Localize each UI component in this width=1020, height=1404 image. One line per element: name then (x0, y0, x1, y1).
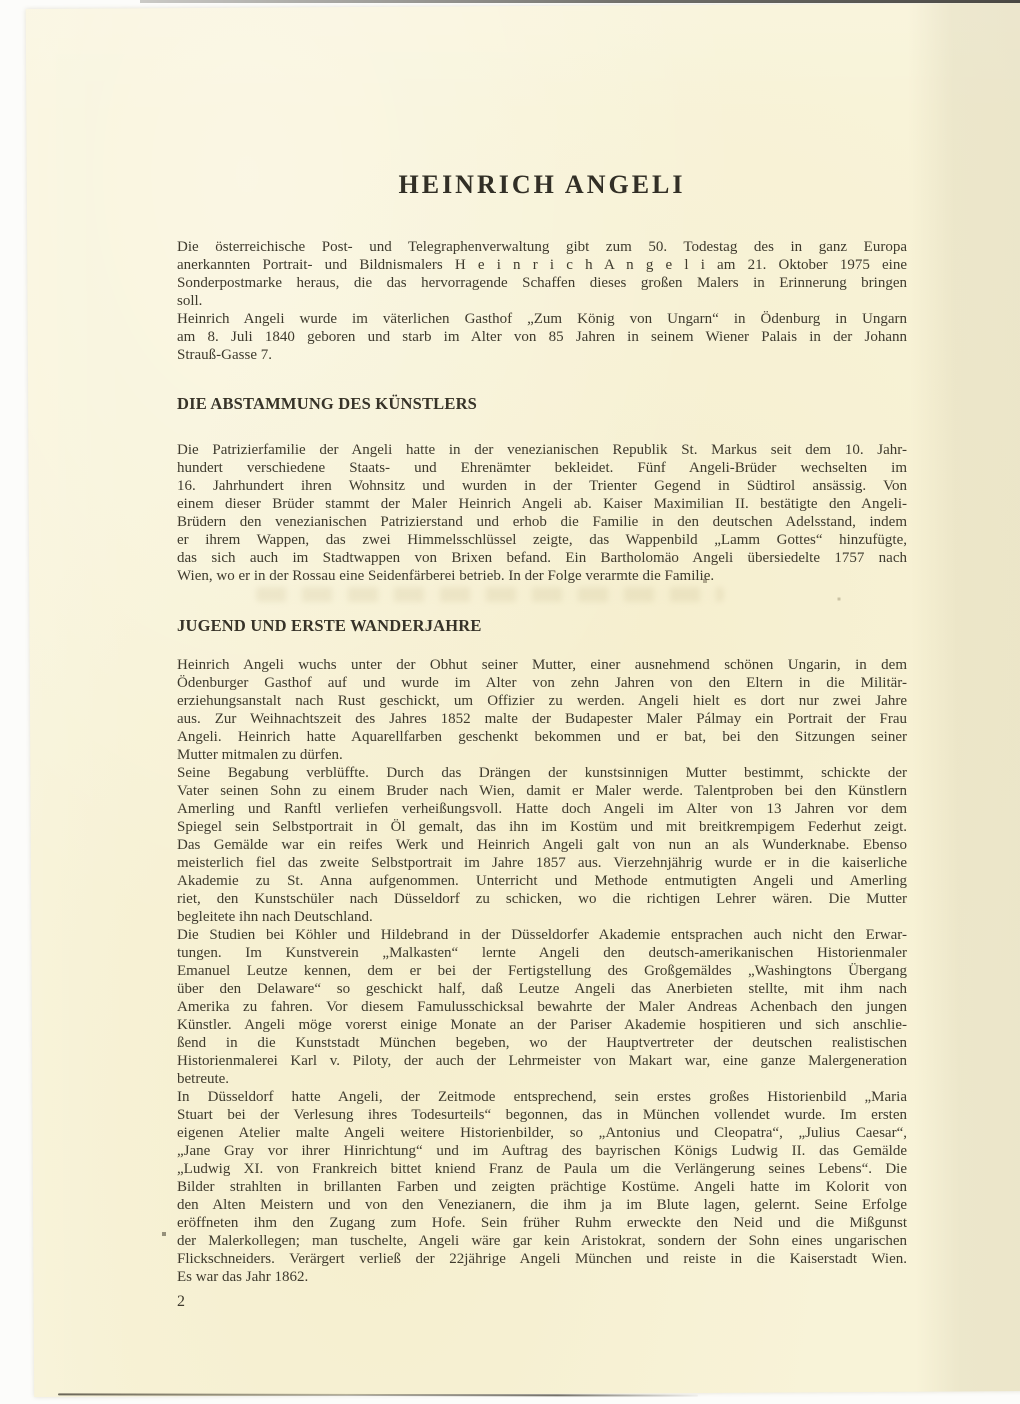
text-line: den Alten Meistern und von den Venezianern, die ihm ja im Blute lagen, gelernt. Seine Erfolge (177, 1197, 907, 1213)
text-line: der Malerkollegen; man tuschelte, Angeli wäre gar kein Aristokrat, sondern der Sohn eines ungarischen (177, 1233, 907, 1249)
printed-text-layer (177, 0, 907, 1404)
text-line: betreute. (177, 1071, 230, 1087)
page-number: 2 (177, 1293, 185, 1310)
text-line: Seine Begabung verblüffte. Durch das Drängen der kunstsinnigen Mutter bestimmt, schickte der (177, 765, 907, 781)
text-line: eigenen Atelier malte Angeli weitere Historienbilder, so „Antonius und Cleopatra“, „Julius Caesar“, (177, 1125, 907, 1141)
text-line: Spiegel sein Selbstportrait in Öl gemalt, das ihn im Kostüm und mit breitkrempigem Federhut zeigt. (177, 819, 907, 835)
text-line: riet, den Kunstschüler nach Düsseldorf zu schicken, wo die richtigen Lehrer wären. Die Mutter (177, 891, 907, 907)
text-line: Angeli. Heinrich hatte Aquarellfarben geschenkt bekommen und er bat, bei den Sitzungen seiner (177, 729, 907, 745)
text-line: Historienmalerei Karl v. Piloty, der auch der Lehrmeister von Makart war, eine ganze Malergeneration (177, 1053, 907, 1069)
text-line: In Düsseldorf hatte Angeli, der Zeitmode entsprechend, sein erstes großes Historienbild „Maria (177, 1089, 907, 1105)
text-line: Vater seinen Sohn zu einem Bruder nach Wien, damit er Maler werde. Talentproben bei den Künstlern (177, 783, 907, 799)
section-heading-jugend: JUGEND UND ERSTE WANDERJAHRE (177, 616, 482, 635)
text-line: einem dieser Brüder stammt der Maler Heinrich Angeli ab. Kaiser Maximilian II. bestätigte den Angeli- (177, 496, 907, 512)
text-line: Wien, wo er in der Rossau eine Seidenfärberei betrieb. In der Folge verarmte die Familie. (177, 568, 715, 584)
text-block-intro (177, 238, 907, 364)
text-line: aus. Zur Weihnachtszeit des Jahres 1852 malte der Budapester Maler Pálmay ein Portrait der Frau (177, 711, 907, 727)
text-line: Die Patrizierfamilie der Angeli hatte in der venezianischen Republik St. Markus seit dem 10. Jahr- (177, 442, 907, 458)
text-block-abstammung (177, 441, 907, 585)
text-line: Heinrich Angeli wurde im väterlichen Gasthof „Zum König von Ungarn“ in Ödenburg in Ungarn (177, 311, 907, 327)
text-line: tungen. Im Kunstverein „Malkasten“ lernte Angeli den deutsch-amerikanischen Historienmaler (177, 945, 907, 961)
text-line: hundert verschiedene Staats- und Ehrenämter bekleidet. Fünf Angeli-Brüder wechselten im (177, 460, 907, 476)
text-line: Das Gemälde war ein reifes Werk und Heinrich Angeli galt von nun an als Wunderknabe. Ebenso (177, 837, 907, 853)
text-line: Die österreichische Post- und Telegraphenverwaltung gibt zum 50. Todestag des in ganz Europa (177, 239, 907, 255)
text-line: Bilder strahlten in brillanten Farben und zeigten prächtige Kostüme. Angeli hatte im Kolorit von (177, 1179, 907, 1195)
text-line: das sich auch im Stadtwappen von Brixen befand. Ein Bartholomäo Angeli übersiedelte 1757 nach (177, 550, 907, 566)
text-line: Flickschneiders. Verärgert verließ der 22jährige Angeli München und reiste in die Kaiserstadt Wien. (177, 1251, 907, 1267)
text-line: „Ludwig XI. von Frankreich bittet kniend Franz de Paula um die Verlängerung seines Lebens“. Die (177, 1161, 907, 1177)
text-line: Amerling und Ranftl verliefen verheißungsvoll. Hatte doch Angeli im Alter von 13 Jahren vor dem (177, 801, 907, 817)
scan-speckles (0, 0, 2, 2)
text-line: meisterlich fiel das zweite Selbstportrait im Jahre 1857 aus. Vierzehnjährig wurde er in die kaiserliche (177, 855, 907, 871)
text-line: am 8. Juli 1840 geboren und starb im Alter von 85 Jahren in seinem Wiener Palais in der Johann (177, 329, 907, 345)
text-line: ßend in die Kunststadt München begeben, wo der Hauptvertreter der deutschen realistischen (177, 1035, 907, 1051)
text-block-jugend (177, 656, 907, 1286)
text-line: Die Studien bei Köhler und Hildebrand in der Düsseldorfer Akademie entsprachen auch nicht den Erwar- (177, 927, 907, 943)
text-line: Es war das Jahr 1862. (177, 1269, 309, 1285)
text-line: eröffneten ihm den Zugang zum Hofe. Sein früher Ruhm erweckte den Neid und die Mißgunst (177, 1215, 907, 1231)
text-line: Künstler. Angeli möge vorerst einige Monate an der Pariser Akademie hospitieren und sich anschlie- (177, 1017, 907, 1033)
text-line: „Jane Gray vor ihrer Hinrichtung“ und im Auftrag des bayrischen Königs Ludwig II. das Gemälde (177, 1143, 907, 1159)
text-line: Akademie zu St. Anna aufgenommen. Unterricht und Methode entmutigten Angeli und Amerling (177, 873, 907, 889)
text-line: 16. Jahrhundert ihren Wohnsitz und wurden in der Trienter Gegend in Südtirol ansässig. Von (177, 478, 907, 494)
text-line: begleitete ihn nach Deutschland. (177, 909, 373, 925)
text-line: Mutter mitmalen zu dürfen. (177, 747, 343, 763)
text-line: Strauß-Gasse 7. (177, 347, 272, 363)
text-line: Sonderpostmarke heraus, die das hervorragende Schaffen dieses großen Malers in Erinnerung bringen (177, 275, 907, 291)
text-line: Emanuel Leutze kennen, dem er bei der Fertigstellung des Großgemäldes „Washingtons Übergang (177, 963, 907, 979)
text-line: er ihrem Wappen, das zwei Himmelsschlüssel zeigte, das Wappenbild „Lamm Gottes“ hinzufügte, (177, 532, 907, 548)
page-title: HEINRICH ANGELI (398, 170, 686, 199)
text-line: Brüdern den venezianischen Patrizierstand und erhob die Familie in den deutschen Adelsstand, indem (177, 514, 907, 530)
text-line: erziehungsanstalt nach Rust geschickt, um Offizier zu werden. Angeli hielt es dort nur zwei Jahre (177, 693, 907, 709)
text-line: Stuart bei der Verlesung ihres Todesurteils“ begonnen, das in München vollendet wurde. Im ersten (177, 1107, 907, 1123)
text-line: über den Delaware“ so geschickt half, daß Leutze Angeli das Anerbieten stellte, mit ihm nach (177, 981, 907, 997)
text-line: Ödenburger Gasthof auf und wurde im Alter von zehn Jahren von den Eltern in die Militär- (177, 675, 907, 691)
text-line: Heinrich Angeli wuchs unter der Obhut seiner Mutter, einer ausnehmend schönen Ungarin, in dem (177, 657, 907, 673)
text-line: anerkannten Portrait- und Bildnismalers H e i n r i c h A n g e l i am 21. Oktober 1975 eine (177, 257, 907, 273)
section-heading-abstammung: DIE ABSTAMMUNG DES KÜNSTLERS (177, 394, 478, 413)
text-line: soll. (177, 293, 203, 309)
text-line: Amerika zu fahren. Vor diesem Famulusschicksal bewahrte der Maler Andreas Achenbach den jungen (177, 999, 907, 1015)
